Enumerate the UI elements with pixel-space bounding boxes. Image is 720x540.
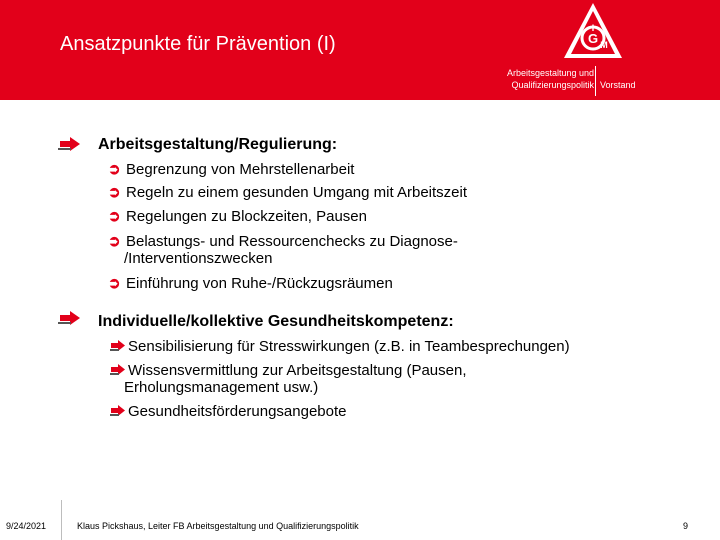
list-item: Sensibilisierung für Stresswirkungen (z.B. in Teambesprechungen) [110,338,570,355]
footer-date: 9/24/2021 [6,521,47,531]
section-heading-regulierung: Arbeitsgestaltung/Regulierung: [98,136,338,153]
footer-author: Klaus Pickshaus, Leiter FB Arbeitsgestaltung und Qualifizierungspolitik [77,521,359,531]
section-arrow-icon [58,137,80,151]
header-bar [0,0,720,100]
footer-divider [61,500,62,540]
list-item: ➲ Einführung von Ruhe-/Rückzugsräumen [108,275,393,292]
curved-arrow-right-icon: ➲ [108,184,121,201]
small-red-arrow-icon [110,340,128,352]
list-item: ➲ Regelungen zu Blockzeiten, Pausen [108,208,367,225]
department-line-1: Arbeitsgestaltung und [506,68,594,78]
section-heading-gesundheitskompetenz: Individuelle/kollektive Gesundheitskompetenz: [98,313,454,330]
curved-arrow-right-icon: ➲ [108,208,121,225]
small-red-arrow-icon [110,364,128,376]
list-item-continuation: /Interventionszwecken [124,250,273,267]
svg-text:G: G [587,31,599,46]
svg-text:I: I [591,23,595,33]
list-item: Gesundheitsförderungsangebote [110,403,347,420]
page-number: 9 [683,521,689,531]
section-arrow-icon [58,311,80,325]
header-divider [595,66,596,96]
list-item: ➲ Belastungs- und Ressourcenchecks zu Diagnose- /Interventionszwecken [108,233,458,267]
department-label [470,67,594,91]
board-label: Vorstand [600,80,636,90]
igm-logo-icon [561,0,625,64]
small-red-arrow-icon [110,405,128,417]
list-item-continuation: Erholungsmanagement usw.) [124,379,319,396]
svg-text:M: M [600,40,608,50]
list-item: Wissensvermittlung zur Arbeitsgestaltung (Pausen, Erholungsmanagement usw.) [110,362,467,396]
slide-title: Ansatzpunkte für Prävention (I) [60,33,336,55]
list-item: ➲ Begrenzung von Mehrstellenarbeit [108,161,355,178]
curved-arrow-right-icon: ➲ [108,233,121,250]
curved-arrow-right-icon: ➲ [108,161,121,178]
list-item: ➲ Regeln zu einem gesunden Umgang mit Arbeitszeit [108,184,468,201]
curved-arrow-right-icon: ➲ [108,275,121,292]
department-line-2: Qualifizierungspolitik [511,80,594,90]
